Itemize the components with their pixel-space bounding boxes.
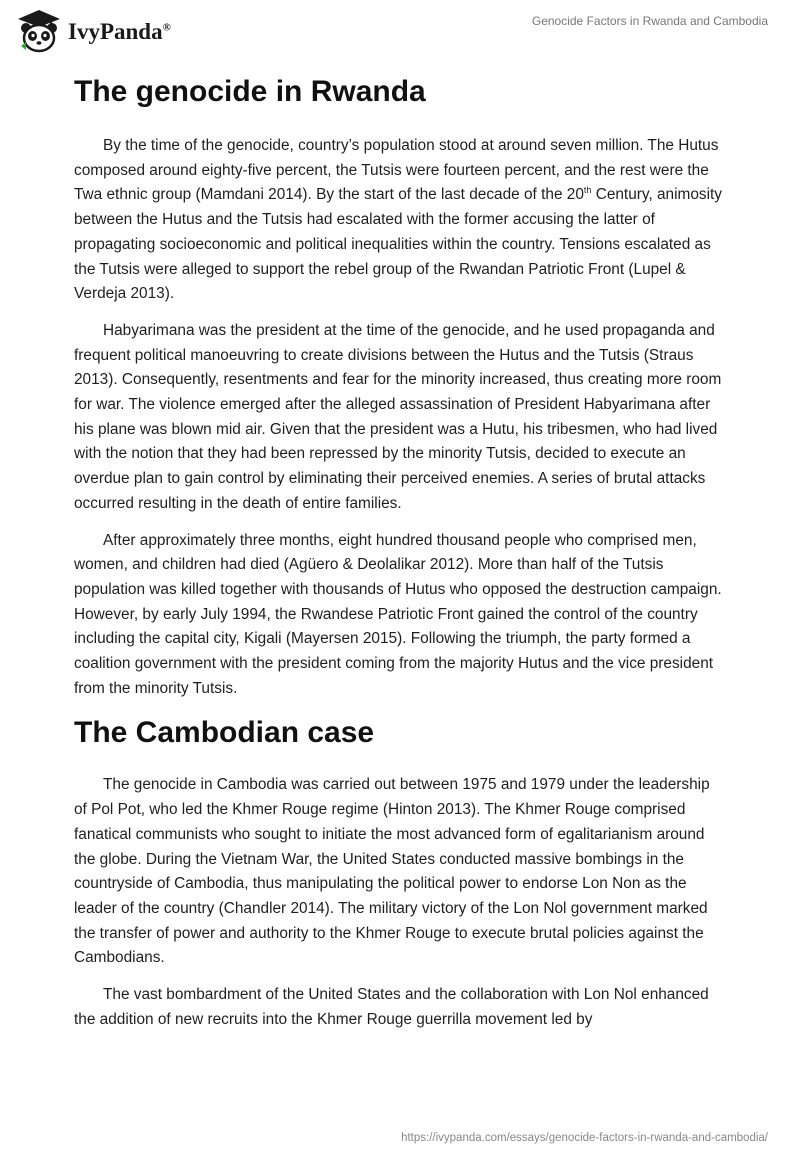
paragraph: Habyarimana was the president at the time of the genocide, and he used propaganda and frequent political manoeuvring to create divisions between the Hutus and the Tutsis (Straus 2013). Consequently, resentments and fear for the minority increased, thus creating more room for war. The violence emerged after the alleged assassination of President Habyarimana after his plane was blown mid air. Given that the president was a Hutu, his tribesmen, who had lived with the notion that they had been repressed by the minority Tutsis, decided to execute an overdue plan to gain control by eliminating their perceived enemies. A series of brutal attacks occurred resulting in the death of entire families. — [74, 321, 722, 512]
source-url-link[interactable]: https://ivypanda.com/essays/genocide-factors-in-rwanda-and-cambodia/ — [401, 1132, 768, 1144]
paragraph: The vast bombardment of the United States and the collaboration with Lon Nol enhanced the addition of new recruits into the Khmer Rouge guerrilla movement led by — [74, 986, 709, 1028]
essay-content — [74, 72, 726, 1045]
panda-graduate-icon — [16, 8, 62, 54]
page-header — [0, 0, 800, 60]
section-heading: The Cambodian case — [74, 716, 375, 750]
document-title: Genocide Factors in Rwanda and Cambodia — [531, 14, 768, 28]
ivypanda-logo[interactable] — [16, 8, 171, 54]
logo-text: IvyPanda® — [68, 19, 171, 44]
paragraph: By the time of the genocide, country’s population stood at around seven million. The Hutus composed around eighty-five percent, the Tutsis were fourteen percent, and the rest were the Twa ethnic group (Mamdani 2014). By the start of the last decade of the 20th Century, animosity between the Hutus and the Tutsis had escalated with the former accusing the latter of propagating socioeconomic and political inequalities within the country. Tensions escalated as the Tutsis were alleged to support the rebel group of the Rwandan Patriotic Front (Lupel & Verdeja 2013). — [74, 137, 723, 303]
paragraph: After approximately three months, eight hundred thousand people who comprised men, women, and children had died (Agüero & Deolalikar 2012). More than half of the Tutsis population was killed together with thousands of Hutus who opposed the destruction campaign. However, by early July 1994, the Rwandese Patriotic Front gained the control of the country including the capital city, Kigali (Mayersen 2015). Following the triumph, the party formed a coalition government with the president coming from the majority Hutus and the vice president from the minority Tutsis. — [74, 531, 722, 697]
paragraph: The genocide in Cambodia was carried out between 1975 and 1979 under the leadership of Pol Pot, who led the Khmer Rouge regime (Hinton 2013). The Khmer Rouge comprised fanatical communists who sought to initiate the most advanced form of egalitarianism around the globe. During the Vietnam War, the United States conducted massive bombings in the countryside of Cambodia, thus manipulating the political power to endorse Lon Non as the leader of the country (Chandler 2014). The military victory of the Lon Nol government marked the transfer of power and authority to the Khmer Rouge to execute brutal policies against the Cambodians. — [74, 776, 710, 967]
section-heading: The genocide in Rwanda — [74, 75, 426, 108]
